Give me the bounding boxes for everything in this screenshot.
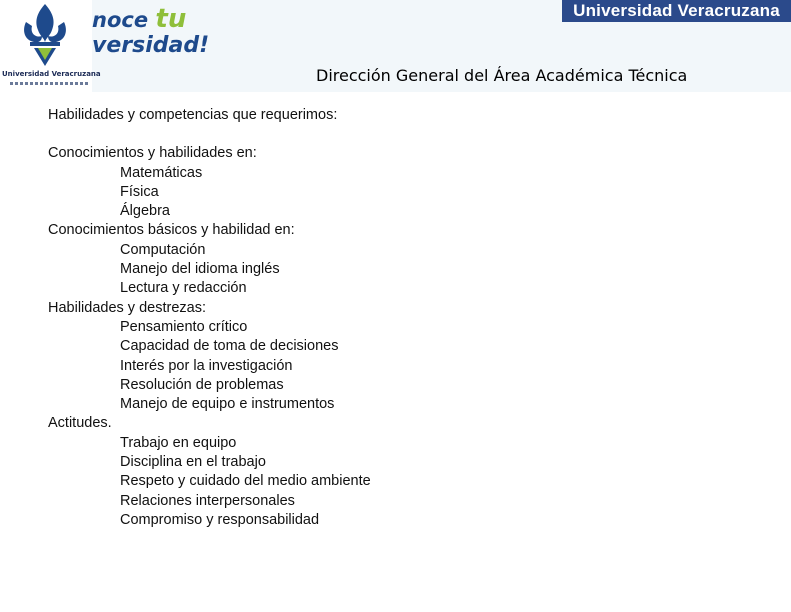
list-item: Manejo del idioma inglés: [120, 261, 280, 278]
group-title: Conocimientos básicos y habilidad en:: [48, 222, 295, 239]
list-item: Relaciones interpersonales: [120, 492, 295, 509]
group-knowledge: [48, 144, 748, 221]
group-title: Conocimientos y habilidades en:: [48, 145, 257, 162]
brand-bar: Universidad Veracruzana: [562, 0, 791, 22]
list-item: Compromiso y responsabilidad: [120, 511, 320, 528]
university-logo: [0, 0, 101, 92]
header: [0, 0, 791, 92]
department-title: Dirección General del Área Académica Técnica: [316, 66, 688, 85]
section-heading: Habilidades y competencias que requerimos:: [48, 107, 338, 123]
group-skills: [48, 299, 748, 415]
group-title: Habilidades y destrezas:: [48, 299, 206, 316]
logo-caption: Universidad Veracruzana: [2, 70, 101, 78]
list-item: Álgebra: [120, 203, 170, 220]
slogan: [92, 6, 212, 76]
list-item: Manejo de equipo e instrumentos: [120, 396, 335, 413]
group-title: Actitudes.: [48, 415, 112, 432]
flor-de-lis-emblem-icon: [20, 2, 70, 68]
list-item: Matemáticas: [120, 164, 203, 181]
group-basic-knowledge: [48, 221, 748, 298]
list-item: Interés por la investigación: [120, 357, 293, 374]
list-item: Respeto y cuidado del medio ambiente: [120, 473, 371, 490]
list-item: Resolución de problemas: [120, 376, 284, 393]
list-item: Pensamiento crítico: [120, 318, 248, 335]
skills-section: [48, 106, 748, 530]
list-item: Física: [120, 183, 159, 200]
logo-subcaption: [10, 82, 88, 85]
list-item: Disciplina en el trabajo: [120, 454, 266, 471]
list-item: Computación: [120, 241, 206, 258]
list-item: Trabajo en equipo: [120, 434, 237, 451]
group-attitudes: [48, 414, 748, 530]
list-item: Capacidad de toma de decisiones: [120, 338, 339, 355]
slogan-tu: tu: [155, 4, 187, 34]
list-item: Lectura y redacción: [120, 280, 247, 297]
slogan-line2: versidad!: [92, 33, 210, 58]
slogan-prefix: noce: [92, 8, 149, 32]
